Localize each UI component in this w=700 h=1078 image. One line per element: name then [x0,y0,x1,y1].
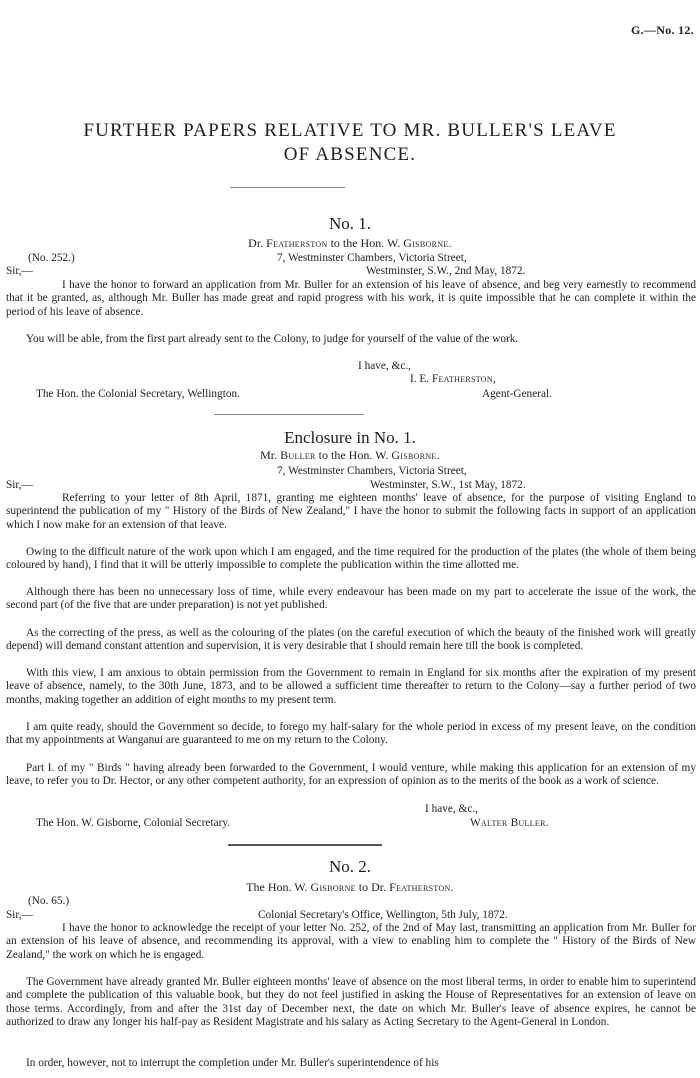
enclosure-signature: Walter Buller. [470,817,549,829]
section-divider [214,414,364,415]
letter1-number: (No. 252.) [28,252,75,264]
letter1-signature-title: Agent-General. [482,388,552,400]
letter2-paragraph-1: I have the honor to acknowledge the receipt of your letter No. 252, of the 2nd of May last, transmitting an application from Mr. Buller for an extension of his leave of absence, and recommending its approval, with a view to enabling him to complete the " History of the Birds of New Zealand," the work on which he is engaged. [6,922,696,961]
letter1-address-line2: Westminster, S.W., 2nd May, 1872. [366,265,526,277]
enclosure-subheading: Mr. Buller to the Hon. W. Gisborne. [260,448,440,462]
letter1-addressee: The Hon. the Colonial Secretary, Wellington. [36,388,240,400]
enclosure-paragraph-4: As the correcting of the press, as well as the colouring of the plates (on the careful execution of which the beauty of the finished work will greatly depend) will demand constant attention and supervision, it is very desirable that I should remain here till the book is completed. [6,627,696,653]
letter1-paragraph-2: You will be able, from the first part already sent to the Colony, to judge for yourself of the value of the work. [26,333,519,345]
enclosure-salutation: Sir,— [6,479,33,491]
letter2-subheading: The Hon. W. Gisborne to Dr. Featherston. [246,880,454,894]
section-divider-heavy [228,844,382,846]
enclosure-addressee: The Hon. W. Gisborne, Colonial Secretary. [36,817,231,829]
letter1-heading: No. 1. [328,214,372,233]
enclosure-address-line1: 7, Westminster Chambers, Victoria Street, [277,465,467,477]
enclosure-address-line2: Westminster, S.W., 1st May, 1872. [370,479,526,491]
letter2-salutation: Sir,— [6,909,33,921]
enclosure-paragraph-2: Owing to the difficult nature of the work upon which I am engaged, and the time required for the production of the plates (the whole of them being coloured by hand), I find that it will be utterly impossible to complete the publication within the time allotted me. [6,546,696,572]
letter1-signature: I. E. Featherston, [410,373,497,385]
letter2-address: Colonial Secretary's Office, Wellington, 5th July, 1872. [258,909,508,921]
letter2-paragraph-2: The Government have already granted Mr. Buller eighteen months' leave of absence on the most liberal terms, in order to enable him to superintend and complete the publication of this valuable book, but they do not feel justified in asking the House of Representatives for an extension of leave on those terms. Accordingly, from and after the 31st day of December next, the date on which Mr. Buller's leave of absence expires, he cannot be authorized to draw any longer his half-pay as Resident Magistrate and his salary as Acting Secretary to the Agent-General in London. [6,976,696,1029]
page-reference: G.—No. 12. [631,23,694,37]
letter1-address-line1: 7, Westminster Chambers, Victoria Street, [277,252,467,264]
title-divider [230,187,345,188]
enclosure-closing: I have, &c., [425,803,479,815]
enclosure-heading: Enclosure in No. 1. [284,428,416,447]
document-title-line2: OF ABSENCE. [283,144,417,165]
letter2-paragraph-3: In order, however, not to interrupt the completion under Mr. Buller's superintendence of his [26,1057,439,1069]
document-title: FURTHER PAPERS RELATIVE TO MR. BULLER'S LEAVE [83,120,617,141]
enclosure-paragraph-7: Part I. of my " Birds " having already been forwarded to the Government, I would venture, while making this application for an extension of my leave, to refer you to Dr. Hector, or any other competent authority, for an expression of opinion as to the merits of the book as a work of science. [6,762,696,788]
letter1-closing: I have, &c., [358,360,412,372]
letter1-subheading: Dr. Featherston to the Hon. W. Gisborne. [248,236,452,250]
enclosure-paragraph-5: With this view, I am anxious to obtain permission from the Government to remain in England for six months after the expiration of my present leave of absence, namely, to the 30th June, 1873, and to be allowed a sufficient time thereafter to return to the Colony—say a further period of two months, making together an addition of eight months to my present term. [6,667,696,706]
letter1-salutation: Sir,— [6,265,33,277]
letter1-paragraph-1: I have the honor to forward an application from Mr. Buller for an extension of his leave of absence, and beg very earnestly to recommend that it be granted, as, although Mr. Buller has made great and rapid progress with his work, it is quite impossible that he can complete it within the period of his leave of absence. [6,279,696,318]
letter2-heading: No. 2. [328,857,372,876]
enclosure-paragraph-3: Although there has been no unnecessary loss of time, while every endeavour has been made on my part to accelerate the issue of the work, the second part (of the five that are under preparation) is not yet published. [6,586,696,612]
enclosure-paragraph-6: I am quite ready, should the Government so decide, to forego my half-salary for the whole period in excess of my present leave, on the condition that my appointments at Wanganui are guaranteed to me on my return to the Colony. [6,721,696,747]
letter2-number: (No. 65.) [28,895,70,907]
enclosure-paragraph-1: Referring to your letter of 8th April, 1871, granting me eighteen months' leave of absence, for the purpose of visiting England to superintend the publication of my " History of the Birds of New Zealand," I have the honor to submit the following facts in support of an application which I now make for an extension of that leave. [6,492,696,531]
